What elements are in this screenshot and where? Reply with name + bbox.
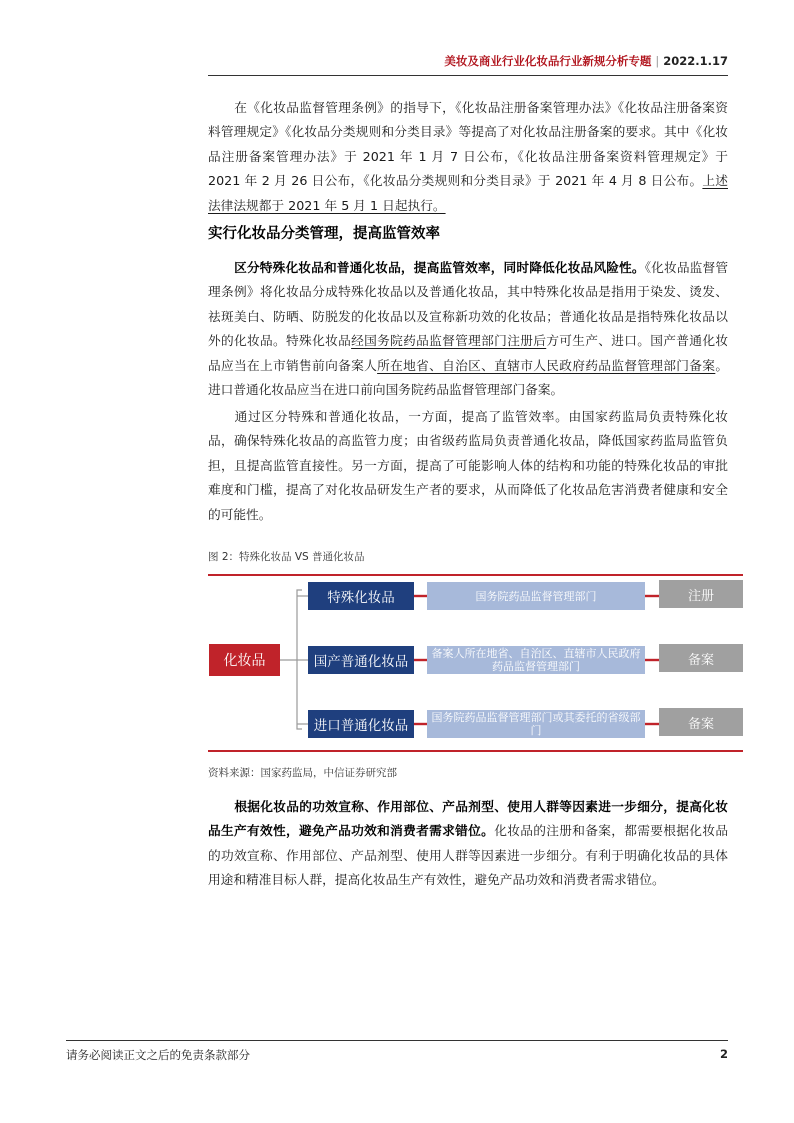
root-node: 化妆品 [209,644,280,676]
header-rule [208,75,728,76]
footer-rule [66,1040,728,1041]
classification-text-c: 。进口普通化妆品应当在进口前向国务院药品监督管理部门备案。 [208,357,729,398]
figure-source: 资料来源：国家药监局，中信证券研究部 [208,767,397,779]
segmentation-paragraph [208,795,728,893]
classification-underline-2: 所在地省、自治区、直辖市人民政府药品监督管理部门备案 [377,357,716,373]
segmentation-text: 化妆品的注册和备案，都需要根据化妆品的功效宣称、作用部位、产品剂型、使用人群等因素进一步细分。有利于明确化妆品的具体用途和精准目标人群，提高化妆品生产有效性，避免产品功效和消费者需求错位。 [208,823,729,888]
report-header [208,53,728,73]
page-number: 2 [719,1047,728,1061]
intro-underlined-text: 上述法律法规都于 2021 年 5 月 1 日起执行。 [208,173,728,213]
efficiency-paragraph [208,405,728,527]
header-title: 美妆及商业行业化妆品行业新规分析专题 [444,54,652,68]
action-imported: 备案 [659,708,743,736]
authority-special: 国务院药品监督管理部门 [427,582,645,610]
authority-domestic: 备案人所在地省、自治区、直辖市人民政府药品监督管理部门 [427,646,645,674]
segmentation-lead: 根据化妆品的功效宣称、作用部位、产品剂型、使用人群等因素进一步细分，提高化妆品生产有效性，避免产品功效和消费者需求错位。 [208,799,728,839]
intro-text: 在《化妆品监督管理条例》的指导下，《化妆品注册备案管理办法》《化妆品注册备案资料管理规定》《化妆品分类规则和分类目录》等提高了对化妆品注册备案的要求。其中《化妆品注册备案管理办法》于 2021 年 1 月 7 日公布，《化妆品注册备案资料管理规定》于 2021 年 2 月 26 日公布，《化妆品分类规则和分类目录》于 2021 年 4 月 8 日公布。 [208,100,728,189]
figure-top-rule [208,574,743,576]
header-separator: | [655,54,660,68]
section-title: 实行化妆品分类管理，提高监管效率 [208,226,440,242]
action-domestic: 备案 [659,644,743,672]
footer-disclaimer: 请务必阅读正文之后的免责条款部分 [66,1048,250,1062]
intro-paragraph [208,96,728,218]
classification-lead: 区分特殊化妆品和普通化妆品，提高监管效率，同时降低化妆品风险性。 [234,260,645,275]
figure-bottom-rule [208,750,743,752]
action-special: 注册 [659,580,743,608]
category-domestic: 国产普通化妆品 [308,646,414,674]
classification-paragraph [208,256,728,402]
category-special: 特殊化妆品 [308,582,414,610]
authority-imported: 国务院药品监督管理部门或其委托的省级部门 [427,710,645,738]
header-date: 2022.1.17 [663,54,728,68]
figure-caption: 图 2：特殊化妆品 VS 普通化妆品 [208,551,365,563]
classification-text-b: 方可生产、进口。国产普通化妆品应当在上市销售前向备案人 [208,333,729,373]
category-imported: 进口普通化妆品 [308,710,414,738]
bracket-connector [297,590,302,729]
classification-underline-1: 经国务院药品监督管理部门注册后 [351,333,547,349]
classification-text-a: 《化妆品监督管理条例》将化妆品分成特殊化妆品以及普通化妆品，其中特殊化妆品是指用于染发、烫发、祛斑美白、防晒、防脱发的化妆品以及宣称新功效的化妆品；普通化妆品是指特殊化妆品以外的化妆品。特殊化妆品 [208,260,729,349]
efficiency-text: 通过区分特殊和普通化妆品，一方面，提高了监管效率。由国家药监局负责特殊化妆品，确保特殊化妆品的高监管力度；由省级药监局负责普通化妆品，降低国家药监局监管负担，且提高监管直接性。另一方面，提高了可能影响人体的结构和功能的特殊化妆品的审批难度和门槛，提高了对化妆品研发生产者的要求，从而降低了化妆品危害消费者健康和安全的可能性。 [208,409,728,522]
